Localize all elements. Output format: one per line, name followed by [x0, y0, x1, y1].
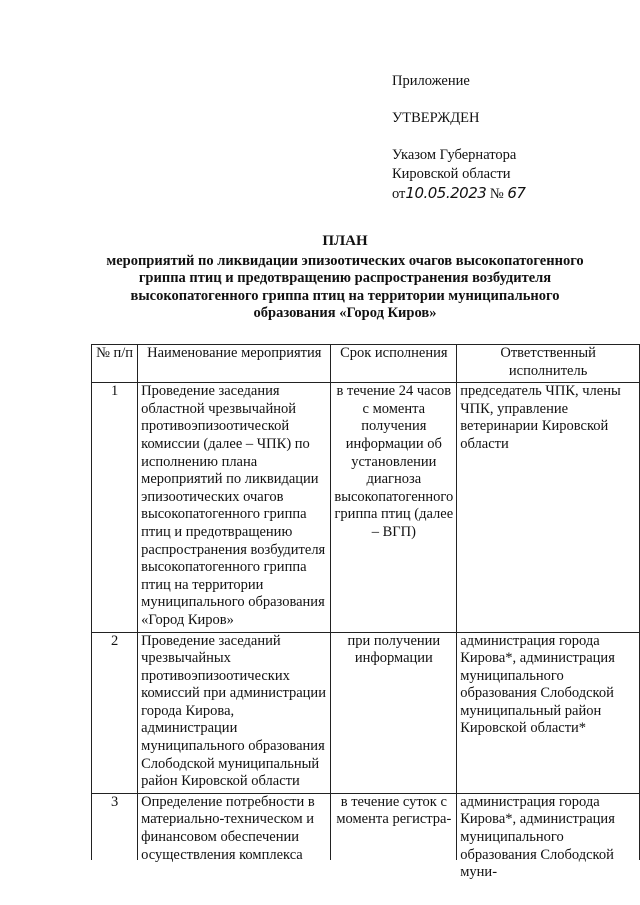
row-term-text: в течение суток с момента регистра-	[336, 793, 452, 828]
table-row	[92, 793, 640, 860]
title-line-4: образования «Город Киров»	[253, 305, 437, 321]
plan-heading: ПЛАН	[322, 233, 368, 249]
appendix-label: Приложение	[392, 73, 470, 89]
decree-line-2: Кировской области	[392, 166, 511, 182]
title-line-1: мероприятий по ликвидации эпизоотических очагов высокопатогенного	[106, 252, 584, 269]
date-prefix: от	[392, 186, 406, 202]
decree-line-1: Указом Губернатора	[392, 147, 517, 163]
header-term: Срок исполнения	[331, 345, 457, 383]
approved-label: УТВЕРЖДЕН	[392, 110, 480, 126]
header-no: № п/п	[92, 345, 138, 383]
row-executor-text: администрация города Кирова*, администрация муниципального образования Слободской муни-	[460, 793, 615, 881]
row-executor: администрация города Кирова*, администрация муниципального образования Слободской муниципальный район Кировской области*	[457, 632, 640, 793]
row-name-text: Определение потребности в материально-техническом и финансовом обеспечении осуществления комплекса	[141, 793, 315, 863]
approval-block	[392, 72, 525, 204]
plan-table	[91, 344, 640, 881]
row-number: 1	[92, 383, 138, 632]
table-row	[92, 632, 640, 793]
handwritten-date: 10.05.2023	[405, 184, 487, 202]
row-name	[138, 793, 331, 863]
row-name: Проведение заседания областной чрезвычайной противоэпизоотической комиссии (далее – ЧПК) по исполнению плана мероприятий по ликвидации эпизоотических очагов высокопатогенного гриппа птиц и предотвращению распространения возбудителя высокопатогенного гриппа птиц на территории муниципального образования «Город Киров»	[138, 383, 331, 632]
row-term	[331, 793, 457, 860]
handwritten-number: 67	[507, 184, 526, 202]
number-prefix: №	[489, 186, 504, 202]
row-executor: председатель ЧПК, члены ЧПК, управление ветеринарии Кировской области	[457, 383, 640, 632]
row-executor	[457, 793, 640, 881]
title-line-2: гриппа птиц и предотвращению распространения возбудителя	[138, 270, 552, 286]
row-number: 3	[92, 793, 138, 860]
table-header-row	[92, 345, 640, 383]
row-term: в течение 24 часов с момента получения информации об установлении диагноза высокопатогенного гриппа птиц (далее – ВГП)	[331, 383, 457, 632]
header-executor: Ответственный исполнитель	[457, 345, 640, 383]
table-row	[92, 383, 640, 632]
title-line-3: высокопатогенного гриппа птиц на территории муниципального	[130, 287, 560, 304]
document-title	[60, 233, 630, 323]
decree-date-line	[392, 184, 525, 204]
row-term: при получении информации	[331, 632, 457, 793]
header-name: Наименование мероприятия	[138, 345, 331, 383]
row-number: 2	[92, 632, 138, 793]
row-name: Проведение заседаний чрезвычайных противоэпизоотических комиссий при администрации города Кирова, администрации муниципального образования Слободской муниципальный район Кировской области	[138, 632, 331, 793]
